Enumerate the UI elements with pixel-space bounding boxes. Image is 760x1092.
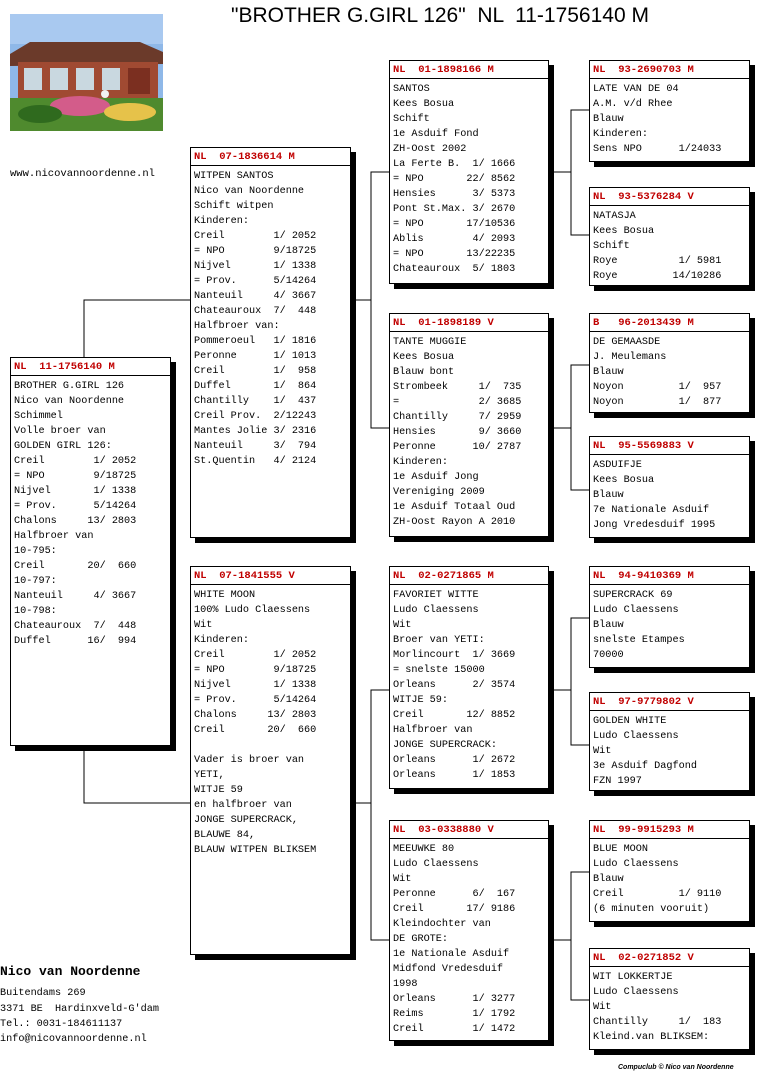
pedigree-line: = NPO 9/18725 xyxy=(14,471,137,482)
ring-number: NL 01-1898166 M xyxy=(390,63,548,79)
pedigree-line: Roye 1/ 5981 xyxy=(593,256,722,267)
pedigree-line: = NPO 9/18725 xyxy=(194,246,317,257)
pedigree-card-dam xyxy=(190,566,351,955)
pedigree-line: Kees Bosua xyxy=(393,99,455,110)
pedigree-line: (6 minuten vooruit) xyxy=(593,904,710,915)
pedigree-line: Wit xyxy=(393,620,412,631)
pedigree-line: Peronne 1/ 1013 xyxy=(194,351,317,362)
pedigree-line: Chateauroux 5/ 1803 xyxy=(393,264,516,275)
pigeon-name: FAVORIET WITTE xyxy=(393,590,479,601)
ring-number: NL 93-2690703 M xyxy=(590,63,749,79)
pedigree-line: Morlincourt 1/ 3669 xyxy=(393,650,516,661)
pedigree-line: Wit xyxy=(393,874,412,885)
pedigree-line: JONGE SUPERCRACK: xyxy=(393,740,497,751)
pedigree-line: 1998 xyxy=(393,979,418,990)
pedigree-line: Nijvel 1/ 1338 xyxy=(194,261,317,272)
pedigree-line: = NPO 9/18725 xyxy=(194,665,317,676)
pedigree-line: Orleans 1/ 1853 xyxy=(393,770,516,781)
pedigree-line: Reims 1/ 1792 xyxy=(393,1009,516,1020)
pedigree-line: Sens NPO 1/24033 xyxy=(593,144,722,155)
pedigree-line: Vader is broer van xyxy=(194,755,305,766)
ring-number: NL 93-5376284 V xyxy=(590,190,749,206)
pedigree-line: ZH-Oost Rayon A 2010 xyxy=(393,517,516,528)
pedigree-line: A.M. v/d Rhee xyxy=(593,99,673,110)
pedigree-line: Kleind.van BLIKSEM: xyxy=(593,1032,710,1043)
pedigree-line: = NPO 17/10536 xyxy=(393,219,516,230)
pedigree-line: BLAUWE 84, xyxy=(194,830,256,841)
pedigree-line: Peronne 6/ 167 xyxy=(393,889,516,900)
ring-number: NL 07-1841555 V xyxy=(191,569,350,585)
pedigree-line: Pommeroeul 1/ 1816 xyxy=(194,336,317,347)
pedigree-line: Pont St.Max. 3/ 2670 xyxy=(393,204,516,215)
pedigree-line: Wit xyxy=(593,746,612,757)
ring-number: NL 03-0338880 V xyxy=(390,823,548,839)
pigeon-name: WITPEN SANTOS xyxy=(194,171,274,182)
pedigree-line: = snelste 15000 xyxy=(393,665,485,676)
breeder-address-city: 3371 BE Hardinxveld-G'dam xyxy=(0,1004,159,1015)
pedigree-line: 3e Asduif Dagfond xyxy=(593,761,697,772)
pedigree-line: Nico van Noordenne xyxy=(14,396,125,407)
pedigree-line: Chantilly 1/ 437 xyxy=(194,396,317,407)
pigeon-name: GOLDEN WHITE xyxy=(593,716,667,727)
pedigree-line: = Prov. 5/14264 xyxy=(194,276,317,287)
ring-number: NL 95-5569883 V xyxy=(590,439,749,455)
pedigree-line: Mantes Jolie 3/ 2316 xyxy=(194,426,317,437)
pedigree-line: Creil 20/ 660 xyxy=(194,725,317,736)
pedigree-line: Kinderen: xyxy=(593,129,649,140)
pedigree-line: Ludo Claessens xyxy=(593,605,679,616)
pedigree-line: = Prov. 5/14264 xyxy=(14,501,137,512)
pedigree-line: Ludo Claessens xyxy=(393,605,479,616)
pigeon-name: NATASJA xyxy=(593,211,636,222)
breeder-name: Nico van Noordenne xyxy=(0,964,141,979)
pedigree-line: Kees Bosua xyxy=(593,475,655,486)
pedigree-line: Nanteuil 4/ 3667 xyxy=(194,291,317,302)
breeder-phone: Tel.: 0031-184611137 xyxy=(0,1019,123,1030)
pedigree-line: J. Meulemans xyxy=(593,352,667,363)
pedigree-line: Roye 14/10286 xyxy=(593,271,722,282)
pedigree-card-dam-sire xyxy=(389,566,549,789)
pedigree-line: Ludo Claessens xyxy=(593,987,679,998)
pedigree-line: St.Quentin 4/ 2124 xyxy=(194,456,317,467)
pigeon-name: LATE VAN DE 04 xyxy=(593,84,679,95)
pedigree-line: 70000 xyxy=(593,650,624,661)
pedigree-line: Blauw bont xyxy=(393,367,455,378)
pigeon-name: SANTOS xyxy=(393,84,430,95)
pedigree-card-sire-dam xyxy=(389,313,549,537)
page-title: "BROTHER G.GIRL 126" NL 11-1756140 M xyxy=(231,4,649,27)
pedigree-line: Halfbroer van xyxy=(14,531,94,542)
pedigree-line: 7e Nationale Asduif xyxy=(593,505,710,516)
pedigree-line: ZH-Oost 2002 xyxy=(393,144,467,155)
pedigree-line: Ludo Claessens xyxy=(593,731,679,742)
pedigree-card-ddd xyxy=(589,948,750,1050)
pedigree-line: Creil 1/ 958 xyxy=(194,366,317,377)
pedigree-line: Creil 17/ 9186 xyxy=(393,904,516,915)
pedigree-line: snelste Etampes xyxy=(593,635,685,646)
pigeon-name: BLUE MOON xyxy=(593,844,649,855)
pedigree-line: Hensies 9/ 3660 xyxy=(393,427,522,438)
pedigree-line: Creil 1/ 1472 xyxy=(393,1024,516,1035)
pedigree-line: Broer van YETI: xyxy=(393,635,485,646)
pedigree-card-dds xyxy=(589,820,750,922)
pedigree-line: Blauw xyxy=(593,874,624,885)
pedigree-line: Noyon 1/ 957 xyxy=(593,382,722,393)
pedigree-line: Hensies 3/ 5373 xyxy=(393,189,516,200)
pedigree-card-sdd xyxy=(589,436,750,538)
pedigree-line: Creil 1/ 2052 xyxy=(14,456,137,467)
pedigree-card-sds xyxy=(589,313,750,413)
pedigree-line: Orleans 2/ 3574 xyxy=(393,680,516,691)
pedigree-line: Nanteuil 3/ 794 xyxy=(194,441,317,452)
ring-number: NL 07-1836614 M xyxy=(191,150,350,166)
pedigree-line: Kinderen: xyxy=(194,216,250,227)
pedigree-line: Wit xyxy=(593,1002,612,1013)
pedigree-line: = NPO 13/22235 xyxy=(393,249,516,260)
pedigree-line: Orleans 1/ 3277 xyxy=(393,994,516,1005)
pigeon-name: WIT LOKKERTJE xyxy=(593,972,673,983)
pedigree-line: Volle broer van xyxy=(14,426,106,437)
pigeon-name: ASDUIFJE xyxy=(593,460,642,471)
pedigree-line: La Ferte B. 1/ 1666 xyxy=(393,159,516,170)
pedigree-card-sire xyxy=(190,147,351,538)
pigeon-name: WHITE MOON xyxy=(194,590,256,601)
pedigree-line: Chalons 13/ 2803 xyxy=(194,710,317,721)
pedigree-line: Blauw xyxy=(593,367,624,378)
pedigree-line xyxy=(194,738,350,753)
pedigree-line: 10-795: xyxy=(14,546,57,557)
pedigree-line: Blauw xyxy=(593,620,624,631)
pedigree-card-subject xyxy=(10,357,171,746)
pedigree-line: Chantilly 1/ 183 xyxy=(593,1017,722,1028)
pedigree-card-ssd xyxy=(589,187,750,286)
pedigree-line: Chalons 13/ 2803 xyxy=(14,516,137,527)
pedigree-line: Wit xyxy=(194,620,213,631)
pedigree-line: 1e Asduif Jong xyxy=(393,472,479,483)
pedigree-line: 10-798: xyxy=(14,606,57,617)
pedigree-line: Kleindochter van xyxy=(393,919,491,930)
pedigree-line: JONGE SUPERCRACK, xyxy=(194,815,298,826)
pedigree-line: = 2/ 3685 xyxy=(393,397,522,408)
pedigree-line: 1e Asduif Totaal Oud xyxy=(393,502,516,513)
pigeon-name: SUPERCRACK 69 xyxy=(593,590,673,601)
pedigree-line: FZN 1997 xyxy=(593,776,642,787)
pedigree-line: Nico van Noordenne xyxy=(194,186,305,197)
pedigree-line: Schift witpen xyxy=(194,201,274,212)
pedigree-line: BLAUW WITPEN BLIKSEM xyxy=(194,845,317,856)
pedigree-line: Halfbroer van: xyxy=(194,321,280,332)
pedigree-line: Schift xyxy=(393,114,430,125)
pedigree-line: Ludo Claessens xyxy=(593,859,679,870)
ring-number: NL 11-1756140 M xyxy=(11,360,170,376)
pedigree-line: Ablis 4/ 2093 xyxy=(393,234,516,245)
pedigree-line: YETI, xyxy=(194,770,225,781)
pedigree-line: Nijvel 1/ 1338 xyxy=(14,486,137,497)
pedigree-line: Chantilly 7/ 2959 xyxy=(393,412,522,423)
pedigree-line: Kees Bosua xyxy=(593,226,655,237)
pedigree-line: Nanteuil 4/ 3667 xyxy=(14,591,137,602)
pedigree-line: GOLDEN GIRL 126: xyxy=(14,441,112,452)
pedigree-line: Nijvel 1/ 1338 xyxy=(194,680,317,691)
pedigree-card-sss xyxy=(589,60,750,162)
website-link[interactable]: www.nicovannoordenne.nl xyxy=(10,168,155,180)
pedigree-card-dsd xyxy=(589,692,750,791)
ring-number: NL 01-1898189 V xyxy=(390,316,548,332)
ring-number: B 96-2013439 M xyxy=(590,316,749,332)
credit-text: Compuclub © Nico van Noordenne xyxy=(618,1064,734,1071)
pedigree-line: Peronne 10/ 2787 xyxy=(393,442,522,453)
pedigree-line: = Prov. 5/14264 xyxy=(194,695,317,706)
breeder-address-street: Buitendams 269 xyxy=(0,988,86,999)
pedigree-line: Creil 1/ 9110 xyxy=(593,889,722,900)
pedigree-line: Chateauroux 7/ 448 xyxy=(14,621,137,632)
pigeon-name: BROTHER G.GIRL 126 xyxy=(14,381,125,392)
pedigree-line: Creil 20/ 660 xyxy=(14,561,137,572)
ring-number: NL 94-9410369 M xyxy=(590,569,749,585)
pedigree-line: WITJE 59: xyxy=(393,695,449,706)
pedigree-line: Ludo Claessens xyxy=(393,859,479,870)
pedigree-line: Kees Bosua xyxy=(393,352,455,363)
pedigree-line: 100% Ludo Claessens xyxy=(194,605,311,616)
pedigree-line: Vereniging 2009 xyxy=(393,487,485,498)
pedigree-line: Creil 12/ 8852 xyxy=(393,710,516,721)
pedigree-line: Schimmel xyxy=(14,411,63,422)
ring-number: NL 97-9779802 V xyxy=(590,695,749,711)
pedigree-line: Duffel 16/ 994 xyxy=(14,636,137,647)
pedigree-line: Kinderen: xyxy=(393,457,449,468)
pigeon-name: MEEUWKE 80 xyxy=(393,844,455,855)
pigeon-name: DE GEMAASDE xyxy=(593,337,661,348)
pedigree-line: Duffel 1/ 864 xyxy=(194,381,317,392)
pedigree-card-dss xyxy=(589,566,750,668)
pedigree-line: Schift xyxy=(593,241,630,252)
ring-number: NL 02-0271865 M xyxy=(390,569,548,585)
breeder-email[interactable]: info@nicovannoordenne.nl xyxy=(0,1034,147,1045)
pedigree-line: 10-797: xyxy=(14,576,57,587)
pedigree-line: Strombeek 1/ 735 xyxy=(393,382,522,393)
pedigree-line: Creil 1/ 2052 xyxy=(194,650,317,661)
pedigree-line: = NPO 22/ 8562 xyxy=(393,174,516,185)
pedigree-line: Noyon 1/ 877 xyxy=(593,397,722,408)
pedigree-line: Kinderen: xyxy=(194,635,250,646)
pedigree-line: Halfbroer van xyxy=(393,725,473,736)
pedigree-line: Blauw xyxy=(593,114,624,125)
pedigree-line: 1e Asduif Fond xyxy=(393,129,479,140)
pedigree-line: Midfond Vredesduif xyxy=(393,964,504,975)
ring-number: NL 99-9915293 M xyxy=(590,823,749,839)
pedigree-line: WITJE 59 xyxy=(194,785,243,796)
pedigree-line: Creil Prov. 2/12243 xyxy=(194,411,317,422)
pedigree-line: Jong Vredesduif 1995 xyxy=(593,520,716,531)
pedigree-line: en halfbroer van xyxy=(194,800,292,811)
pedigree-card-dam-dam xyxy=(389,820,549,1041)
pedigree-line: 1e Nationale Asduif xyxy=(393,949,510,960)
pedigree-card-sire-sire xyxy=(389,60,549,284)
ring-number: NL 02-0271852 V xyxy=(590,951,749,967)
pedigree-line: Chateauroux 7/ 448 xyxy=(194,306,317,317)
pedigree-line: Orleans 1/ 2672 xyxy=(393,755,516,766)
pedigree-line: Creil 1/ 2052 xyxy=(194,231,317,242)
pigeon-name: TANTE MUGGIE xyxy=(393,337,467,348)
pedigree-line: DE GROTE: xyxy=(393,934,449,945)
pedigree-line: Blauw xyxy=(593,490,624,501)
